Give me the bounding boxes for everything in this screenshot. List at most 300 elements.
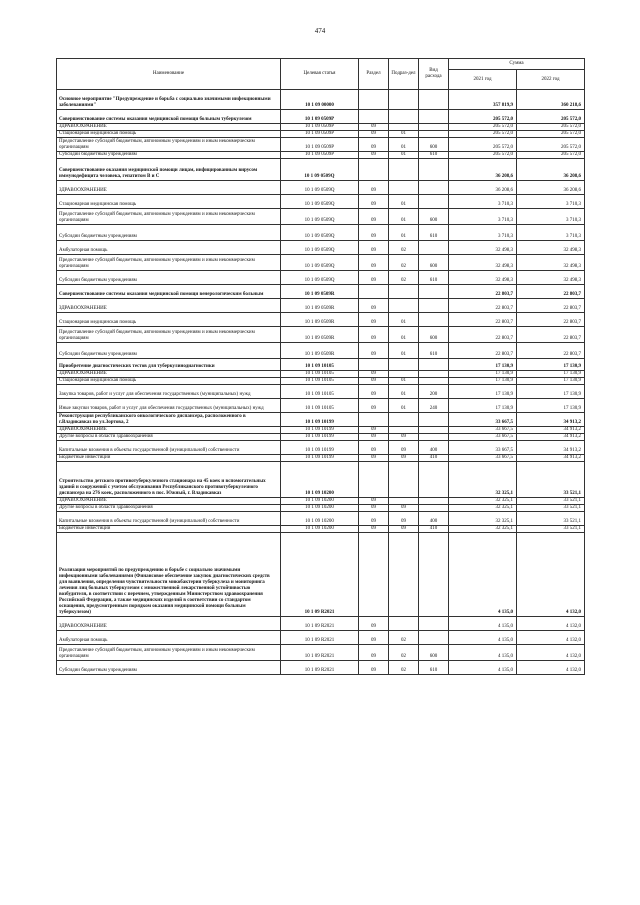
row-expense-type: 600	[419, 327, 449, 343]
row-section: 09	[359, 455, 389, 462]
row-sum-2021: 22 803,7	[449, 343, 517, 359]
row-name: Стационарная медицинская помощь	[57, 313, 281, 327]
row-sum-2022: 205 572,0	[517, 124, 585, 131]
row-target: 10 1 09 0509Q	[281, 271, 359, 285]
row-sum-2021: 32 325,1	[449, 526, 517, 533]
row-subsection	[389, 359, 419, 371]
header-year-2022: 2022 год	[517, 70, 585, 90]
row-subsection	[389, 427, 419, 434]
row-expense-type: 600	[419, 209, 449, 225]
row-subsection	[389, 462, 419, 498]
row-sum-2022: 17 130,9	[517, 378, 585, 385]
row-section: 09	[359, 631, 389, 645]
row-subsection	[389, 124, 419, 131]
row-expense-type	[419, 427, 449, 434]
table-row	[57, 209, 585, 225]
row-section: 09	[359, 399, 389, 413]
row-expense-type: 610	[419, 343, 449, 359]
row-sum-2022: 3 710,3	[517, 225, 585, 241]
table-row	[57, 399, 585, 413]
row-target: 10 1 09 00000	[281, 90, 359, 110]
row-expense-type	[419, 505, 449, 512]
row-expense-type	[419, 413, 449, 427]
table-row	[57, 124, 585, 131]
row-target: 10 1 09 10200	[281, 526, 359, 533]
row-expense-type	[419, 371, 449, 378]
row-sum-2022: 34 913,2	[517, 434, 585, 441]
row-name: Иные закупки товаров, работ и услуг для обеспечения государственных (муниципальных) нужд	[57, 399, 281, 413]
row-sum-2021: 3 710,3	[449, 209, 517, 225]
row-target: 10 1 09 0509P	[281, 131, 359, 138]
row-sum-2021: 32 498,3	[449, 241, 517, 255]
row-expense-type: 610	[419, 225, 449, 241]
row-section: 09	[359, 209, 389, 225]
row-section: 09	[359, 512, 389, 526]
row-subsection: 09	[389, 526, 419, 533]
row-subsection: 01	[389, 209, 419, 225]
row-sum-2022: 17 130,9	[517, 399, 585, 413]
row-section: 09	[359, 131, 389, 138]
row-sum-2021: 33 667,5	[449, 441, 517, 455]
row-section	[359, 413, 389, 427]
table-row	[57, 645, 585, 661]
table-row	[57, 90, 585, 110]
row-name: Стационарная медицинская помощь	[57, 378, 281, 385]
row-sum-2021: 4 135,0	[449, 645, 517, 661]
row-section	[359, 359, 389, 371]
row-subsection: 01	[389, 225, 419, 241]
row-section: 09	[359, 434, 389, 441]
row-subsection	[389, 371, 419, 378]
row-section: 09	[359, 225, 389, 241]
table-row	[57, 434, 585, 441]
row-target: 10 1 09 0509Q	[281, 255, 359, 271]
row-sum-2022: 34 913,2	[517, 427, 585, 434]
row-sum-2022: 22 803,7	[517, 299, 585, 313]
row-target: 10 1 09 10105	[281, 371, 359, 378]
row-target: 10 1 09 0509R	[281, 343, 359, 359]
row-name: Капитальные вложения в объекты государственной (муниципальной) собственности	[57, 441, 281, 455]
table-row	[57, 427, 585, 434]
row-expense-type	[419, 285, 449, 299]
header-section: Раздел	[359, 59, 389, 90]
row-section	[359, 462, 389, 498]
row-target: 10 1 09 10199	[281, 455, 359, 462]
row-sum-2021: 36 208,6	[449, 181, 517, 195]
row-name: Совершенствование системы оказания медицинской помощи больным туберкулезом	[57, 110, 281, 124]
row-sum-2022: 22 803,7	[517, 327, 585, 343]
row-name: Другие вопросы в области здравоохранения	[57, 505, 281, 512]
row-sum-2021: 36 208,6	[449, 159, 517, 181]
table-row	[57, 152, 585, 159]
table-row	[57, 271, 585, 285]
row-sum-2022: 17 130,9	[517, 371, 585, 378]
row-name: Совершенствование системы оказания медицинской помощи венерологическим больным	[57, 285, 281, 299]
row-sum-2022: 205 572,0	[517, 138, 585, 152]
row-target: 10 1 09 R2021	[281, 661, 359, 675]
row-section: 09	[359, 152, 389, 159]
row-section: 09	[359, 371, 389, 378]
row-subsection: 01	[389, 385, 419, 399]
row-name: ЗДРАВООХРАНЕНИЕ	[57, 371, 281, 378]
table-row	[57, 131, 585, 138]
row-section: 09	[359, 124, 389, 131]
row-expense-type	[419, 159, 449, 181]
row-name: Субсидии бюджетным учреждениям	[57, 661, 281, 675]
row-sum-2021: 4 135,0	[449, 533, 517, 617]
row-section: 09	[359, 378, 389, 385]
row-sum-2021: 4 135,0	[449, 617, 517, 631]
row-target: 10 1 09 10105	[281, 385, 359, 399]
row-target: 10 1 09 0509R	[281, 285, 359, 299]
row-name: ЗДРАВООХРАНЕНИЕ	[57, 181, 281, 195]
row-sum-2021: 17 130,9	[449, 359, 517, 371]
row-section: 09	[359, 526, 389, 533]
row-section: 09	[359, 617, 389, 631]
row-sum-2022: 3 710,3	[517, 209, 585, 225]
row-subsection: 09	[389, 512, 419, 526]
row-section	[359, 90, 389, 110]
row-subsection: 01	[389, 313, 419, 327]
row-subsection: 01	[389, 343, 419, 359]
row-expense-type	[419, 462, 449, 498]
row-name: ЗДРАВООХРАНЕНИЕ	[57, 427, 281, 434]
row-section: 09	[359, 427, 389, 434]
row-subsection	[389, 533, 419, 617]
row-sum-2022: 4 132,0	[517, 617, 585, 631]
row-subsection: 02	[389, 661, 419, 675]
row-sum-2021: 33 667,5	[449, 413, 517, 427]
row-sum-2021: 205 572,0	[449, 152, 517, 159]
row-section: 09	[359, 195, 389, 209]
row-subsection: 01	[389, 327, 419, 343]
row-expense-type: 610	[419, 271, 449, 285]
row-name: Предоставление субсидий бюджетным, автономным учреждениям и иным некоммерческим организациям	[57, 255, 281, 271]
row-sum-2021: 22 803,7	[449, 313, 517, 327]
row-sum-2021: 17 130,9	[449, 378, 517, 385]
row-name: Строительство детского противотуберкулезного стационара на 45 коек и вспомогательных зданий и сооружений с учетом обслуживания Республиканского противотуберкулезного диспансера на 276 коек, расположенного в пос. Южный, г. Владикавказ	[57, 462, 281, 498]
header-sum: Сумма	[449, 59, 585, 70]
row-target: 10 1 09 0509R	[281, 299, 359, 313]
row-sum-2021: 205 572,0	[449, 124, 517, 131]
row-name: Реализация мероприятий по предупреждению и борьбе с социально значимыми инфекционными заболеваниями (Финансовое обеспечение закупок диагностических средств для выявления, определения чувствительности микобактерии туберкулеза и мониторинга лечения лиц больных туберкулезом с множественной лекарственной устойчивостью возбудителя, в соответствии с перечнем, утвержденным Министерством здравоохранения Российской Федерации, а также медицинских изделий в соответствии со стандартом оснащения, предусмотренным порядком оказания медицинской помощи больным туберкулезом)	[57, 533, 281, 617]
row-sum-2022: 36 208,6	[517, 181, 585, 195]
header-year-2021: 2021 год	[449, 70, 517, 90]
row-expense-type: 600	[419, 645, 449, 661]
row-sum-2021: 17 130,9	[449, 399, 517, 413]
row-subsection: 02	[389, 631, 419, 645]
table-row	[57, 159, 585, 181]
row-sum-2021: 4 135,0	[449, 631, 517, 645]
row-subsection: 09	[389, 434, 419, 441]
table-body	[57, 90, 585, 675]
table-row	[57, 631, 585, 645]
row-expense-type	[419, 533, 449, 617]
row-sum-2022: 3 710,3	[517, 195, 585, 209]
row-sum-2022: 22 803,7	[517, 313, 585, 327]
row-expense-type	[419, 378, 449, 385]
row-expense-type	[419, 90, 449, 110]
table-row	[57, 285, 585, 299]
row-sum-2022: 33 521,1	[517, 526, 585, 533]
row-subsection: 01	[389, 152, 419, 159]
row-expense-type	[419, 124, 449, 131]
budget-table	[56, 58, 585, 675]
row-subsection	[389, 413, 419, 427]
row-subsection	[389, 299, 419, 313]
row-expense-type	[419, 631, 449, 645]
row-subsection: 01	[389, 195, 419, 209]
row-expense-type: 600	[419, 255, 449, 271]
row-subsection	[389, 110, 419, 124]
row-sum-2022: 4 132,0	[517, 661, 585, 675]
table-row	[57, 241, 585, 255]
row-sum-2021: 3 710,3	[449, 195, 517, 209]
row-name: Предоставление субсидий бюджетным, автономным учреждениям и иным некоммерческим организациям	[57, 138, 281, 152]
row-sum-2021: 205 572,0	[449, 138, 517, 152]
row-sum-2021: 33 667,5	[449, 427, 517, 434]
row-sum-2022: 22 803,7	[517, 343, 585, 359]
row-expense-type	[419, 181, 449, 195]
row-sum-2021: 357 819,9	[449, 90, 517, 110]
row-sum-2021: 4 135,0	[449, 661, 517, 675]
row-section	[359, 110, 389, 124]
row-section: 09	[359, 661, 389, 675]
row-name: Предоставление субсидий бюджетным, автономным учреждениям и иным некоммерческим организациям	[57, 327, 281, 343]
row-sum-2021: 32 498,3	[449, 271, 517, 285]
row-section	[359, 533, 389, 617]
row-name: Приобретение диагностических тестов для туберкулинодиагностики	[57, 359, 281, 371]
row-name: Амбулаторная помощь	[57, 631, 281, 645]
row-subsection: 02	[389, 241, 419, 255]
row-name: Другие вопросы в области здравоохранения	[57, 434, 281, 441]
row-sum-2021: 32 498,3	[449, 255, 517, 271]
header-subsection: Подраз-дел	[389, 59, 419, 90]
row-sum-2021: 3 710,3	[449, 225, 517, 241]
table-row	[57, 371, 585, 378]
row-sum-2022: 34 913,2	[517, 441, 585, 455]
table-row	[57, 512, 585, 526]
table-row	[57, 661, 585, 675]
row-expense-type	[419, 498, 449, 505]
row-target: 10 1 09 R2021	[281, 645, 359, 661]
row-expense-type	[419, 434, 449, 441]
row-name: Стационарная медицинская помощь	[57, 131, 281, 138]
row-subsection: 01	[389, 378, 419, 385]
table-row	[57, 455, 585, 462]
table-row	[57, 138, 585, 152]
row-expense-type: 610	[419, 152, 449, 159]
header-expense-type: Вид расхода	[419, 59, 449, 90]
table-row	[57, 413, 585, 427]
row-subsection	[389, 181, 419, 195]
row-target: 10 1 09 0509R	[281, 313, 359, 327]
row-sum-2022: 33 521,1	[517, 512, 585, 526]
row-subsection: 01	[389, 131, 419, 138]
row-sum-2022: 4 132,0	[517, 631, 585, 645]
row-section: 09	[359, 498, 389, 505]
table-row	[57, 441, 585, 455]
row-expense-type: 240	[419, 399, 449, 413]
row-expense-type	[419, 617, 449, 631]
row-name: Предоставление субсидий бюджетным, автономным учреждениям и иным некоммерческим организациям	[57, 209, 281, 225]
row-section	[359, 285, 389, 299]
row-sum-2022: 205 572,0	[517, 110, 585, 124]
row-name: Стационарная медицинская помощь	[57, 195, 281, 209]
row-name: ЗДРАВООХРАНЕНИЕ	[57, 299, 281, 313]
row-target: 10 1 09 10199	[281, 434, 359, 441]
table-row	[57, 498, 585, 505]
row-section: 09	[359, 255, 389, 271]
row-name: Бюджетные инвестиции	[57, 455, 281, 462]
row-target: 10 1 09 0509P	[281, 110, 359, 124]
row-sum-2021: 32 325,1	[449, 505, 517, 512]
table-row	[57, 505, 585, 512]
row-sum-2022: 34 913,2	[517, 455, 585, 462]
row-sum-2021: 205 572,0	[449, 110, 517, 124]
table-row	[57, 359, 585, 371]
row-expense-type	[419, 131, 449, 138]
row-expense-type: 400	[419, 441, 449, 455]
page-number: 474	[314, 27, 326, 35]
row-subsection	[389, 498, 419, 505]
row-target: 10 1 09 10105	[281, 378, 359, 385]
row-target: 10 1 09 10200	[281, 505, 359, 512]
row-subsection	[389, 617, 419, 631]
row-sum-2021: 33 667,5	[449, 434, 517, 441]
row-target: 10 1 09 0509P	[281, 138, 359, 152]
row-section: 09	[359, 241, 389, 255]
row-sum-2022: 22 803,7	[517, 285, 585, 299]
row-sum-2022: 33 521,1	[517, 498, 585, 505]
row-section: 09	[359, 505, 389, 512]
row-name: Амбулаторная помощь	[57, 241, 281, 255]
row-target: 10 1 09 10105	[281, 399, 359, 413]
table-row	[57, 299, 585, 313]
table-row	[57, 533, 585, 617]
table-row	[57, 110, 585, 124]
row-target: 10 1 09 10200	[281, 498, 359, 505]
row-sum-2021: 22 803,7	[449, 327, 517, 343]
row-name: Субсидии бюджетным учреждениям	[57, 152, 281, 159]
row-sum-2022: 4 132,0	[517, 645, 585, 661]
row-sum-2022: 36 208,6	[517, 159, 585, 181]
row-section: 09	[359, 343, 389, 359]
table-row	[57, 195, 585, 209]
row-subsection: 01	[389, 138, 419, 152]
row-expense-type: 400	[419, 512, 449, 526]
row-subsection	[389, 159, 419, 181]
row-expense-type	[419, 241, 449, 255]
table-row	[57, 462, 585, 498]
row-section: 09	[359, 299, 389, 313]
table-row	[57, 378, 585, 385]
row-expense-type: 600	[419, 138, 449, 152]
row-name: Предоставление субсидий бюджетным, автономным учреждениям и иным некоммерческим организациям	[57, 645, 281, 661]
row-target: 10 1 09 0509Q	[281, 241, 359, 255]
row-target: 10 1 09 0509Q	[281, 225, 359, 241]
row-target: 10 1 09 10199	[281, 413, 359, 427]
table-row	[57, 385, 585, 399]
table-row	[57, 526, 585, 533]
row-target: 10 1 09 0509Q	[281, 195, 359, 209]
row-sum-2022: 32 498,3	[517, 271, 585, 285]
row-expense-type	[419, 359, 449, 371]
row-target: 10 1 09 0509R	[281, 327, 359, 343]
row-section: 09	[359, 138, 389, 152]
row-sum-2021: 17 130,9	[449, 371, 517, 378]
row-target: 10 1 09 10199	[281, 441, 359, 455]
row-sum-2021: 22 803,7	[449, 285, 517, 299]
row-sum-2021: 22 803,7	[449, 299, 517, 313]
row-section: 09	[359, 313, 389, 327]
row-name: ЗДРАВООХРАНЕНИЕ	[57, 124, 281, 131]
row-section	[359, 159, 389, 181]
table-row	[57, 313, 585, 327]
header-name: Наименование	[57, 59, 281, 90]
row-section: 09	[359, 441, 389, 455]
row-sum-2022: 32 498,3	[517, 255, 585, 271]
row-target: 10 1 09 10199	[281, 427, 359, 434]
row-target: 10 1 09 R2021	[281, 533, 359, 617]
table-row	[57, 181, 585, 195]
row-expense-type: 410	[419, 455, 449, 462]
row-target: 10 1 09 10105	[281, 359, 359, 371]
row-expense-type	[419, 110, 449, 124]
row-subsection: 01	[389, 399, 419, 413]
row-name: Субсидии бюджетным учреждениям	[57, 343, 281, 359]
table-row	[57, 617, 585, 631]
row-expense-type: 610	[419, 661, 449, 675]
row-section: 09	[359, 645, 389, 661]
row-subsection: 09	[389, 505, 419, 512]
row-name: Субсидии бюджетным учреждениям	[57, 271, 281, 285]
table-row	[57, 225, 585, 241]
table-row	[57, 327, 585, 343]
row-target: 10 1 09 0509Q	[281, 181, 359, 195]
row-subsection	[389, 90, 419, 110]
row-expense-type: 200	[419, 385, 449, 399]
row-name: ЗДРАВООХРАНЕНИЕ	[57, 498, 281, 505]
row-subsection: 09	[389, 441, 419, 455]
row-name: Капитальные вложения в объекты государственной (муниципальной) собственности	[57, 512, 281, 526]
row-expense-type	[419, 195, 449, 209]
row-target: 10 1 09 R2021	[281, 631, 359, 645]
row-sum-2021: 32 325,1	[449, 462, 517, 498]
row-name: Реконструкция республиканского онкологического диспансера, расположенного в г.Владикавказ по ул.Зортова, 2	[57, 413, 281, 427]
row-target: 10 1 09 R2021	[281, 617, 359, 631]
row-sum-2022: 32 498,3	[517, 241, 585, 255]
row-target: 10 1 09 10200	[281, 512, 359, 526]
row-expense-type: 410	[419, 526, 449, 533]
row-name: Совершенствование оказания медицинской помощи лицам, инфицированным вирусом иммунодефицита человека, гепатитом В и С	[57, 159, 281, 181]
row-target: 10 1 09 0509Q	[281, 209, 359, 225]
row-sum-2021: 32 325,1	[449, 512, 517, 526]
row-name: Бюджетные инвестиции	[57, 526, 281, 533]
row-sum-2022: 33 521,1	[517, 505, 585, 512]
row-section: 09	[359, 327, 389, 343]
row-sum-2022: 205 572,0	[517, 131, 585, 138]
row-target: 10 1 09 10200	[281, 462, 359, 498]
row-expense-type	[419, 299, 449, 313]
row-sum-2021: 205 572,0	[449, 131, 517, 138]
row-sum-2021: 17 130,9	[449, 385, 517, 399]
row-subsection: 09	[389, 455, 419, 462]
row-sum-2022: 17 130,9	[517, 385, 585, 399]
row-subsection: 02	[389, 645, 419, 661]
row-sum-2022: 34 913,2	[517, 413, 585, 427]
row-target: 10 1 09 0509P	[281, 152, 359, 159]
